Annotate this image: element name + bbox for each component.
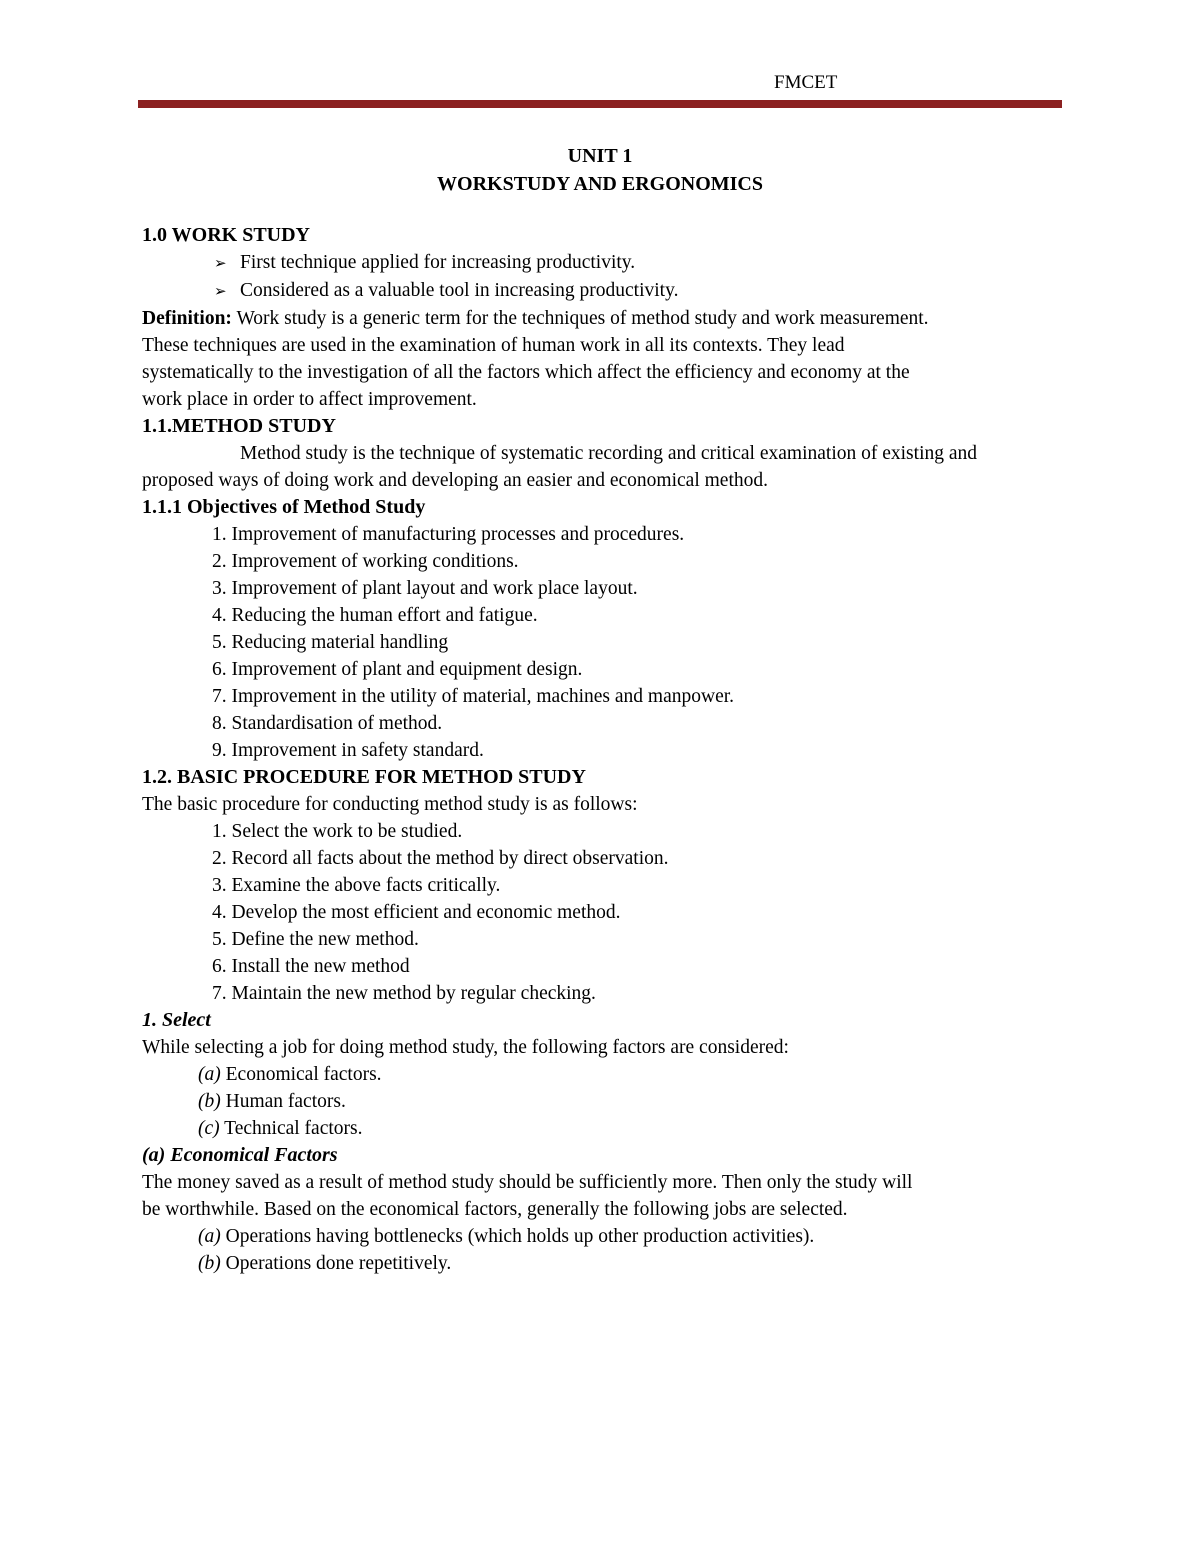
title-block: [138, 142, 1062, 198]
list-item: (c) Technical factors.: [198, 1118, 363, 1139]
list-item: 7. Improvement in the utility of material, machines and manpower.: [212, 686, 735, 707]
list-item: 5. Define the new method.: [212, 929, 419, 950]
list-item: 1. Select the work to be studied.: [212, 821, 463, 842]
method-study-paragraph-line: proposed ways of doing work and developing an easier and economical method.: [142, 470, 768, 491]
procedure-list: [142, 818, 1058, 1007]
section-heading-select: 1. Select: [142, 1009, 211, 1031]
list-item: 4. Develop the most efficient and economic method.: [212, 902, 621, 923]
list-item: 2. Record all facts about the method by direct observation.: [212, 848, 669, 869]
list-item: 2. Improvement of working conditions.: [212, 551, 519, 572]
economical-jobs-list: [142, 1223, 1058, 1277]
header-rule: [138, 100, 1062, 108]
unit-subtitle: WORKSTUDY AND ERGONOMICS: [437, 173, 763, 195]
list-item: 7. Maintain the new method by regular checking.: [212, 983, 596, 1004]
document-body: [142, 222, 1058, 1277]
section-heading-economical-factors: (a) Economical Factors: [142, 1144, 338, 1166]
bullet-item: ➢ Considered as a valuable tool in increasing productivity.: [214, 277, 1058, 305]
economical-paragraph-line: The money saved as a result of method study should be sufficiently more. Then only the study will: [142, 1172, 913, 1193]
list-item: 5. Reducing material handling: [212, 632, 449, 653]
list-item: (a) Economical factors.: [198, 1064, 382, 1085]
select-factors-list: [142, 1061, 1058, 1142]
work-study-paragraph-line: These techniques are used in the examination of human work in all its contexts. They lead: [142, 335, 845, 356]
section-heading-objectives: 1.1.1 Objectives of Method Study: [142, 496, 426, 518]
list-item: 4. Reducing the human effort and fatigue.: [212, 605, 538, 626]
objectives-list: [142, 521, 1058, 764]
work-study-bullets: [142, 249, 1058, 305]
list-item: 6. Install the new method: [212, 956, 410, 977]
list-item: (b) Human factors.: [198, 1091, 346, 1112]
procedure-intro: The basic procedure for conducting method study is as follows:: [142, 794, 638, 815]
definition-paragraph: Definition: Work study is a generic term for the techniques of method study and work measurement.: [142, 308, 929, 329]
list-item: 1. Improvement of manufacturing processes and procedures.: [212, 524, 685, 545]
arrow-bullet-icon: ➢: [214, 282, 227, 300]
list-item: 8. Standardisation of method.: [212, 713, 443, 734]
list-item: 3. Improvement of plant layout and work place layout.: [212, 578, 638, 599]
definition-label: Definition:: [142, 308, 232, 329]
list-item: 9. Improvement in safety standard.: [212, 740, 484, 761]
unit-title: UNIT 1: [567, 145, 633, 167]
work-study-paragraph-line: work place in order to affect improvement.: [142, 389, 477, 410]
section-heading-method-study: 1.1.METHOD STUDY: [142, 415, 336, 437]
section-heading-work-study: 1.0 WORK STUDY: [142, 224, 310, 246]
list-item: (a) Operations having bottlenecks (which holds up other production activities).: [198, 1226, 815, 1247]
work-study-paragraph-line: systematically to the investigation of all the factors which affect the efficiency and economy at the: [142, 362, 910, 383]
list-item: (b) Operations done repetitively.: [198, 1253, 452, 1274]
list-item: 3. Examine the above facts critically.: [212, 875, 501, 896]
method-study-paragraph-line: Method study is the technique of systematic recording and critical examination of existing and: [240, 443, 978, 464]
arrow-bullet-icon: ➢: [214, 254, 227, 272]
list-item: 6. Improvement of plant and equipment design.: [212, 659, 583, 680]
bullet-item: ➢ First technique applied for increasing productivity.: [214, 249, 1058, 277]
select-intro: While selecting a job for doing method study, the following factors are considered:: [142, 1037, 789, 1058]
section-heading-procedure: 1.2. BASIC PROCEDURE FOR METHOD STUDY: [142, 766, 586, 788]
page-header-label: FMCET: [774, 72, 838, 93]
economical-paragraph-line: be worthwhile. Based on the economical factors, generally the following jobs are selected.: [142, 1199, 848, 1220]
